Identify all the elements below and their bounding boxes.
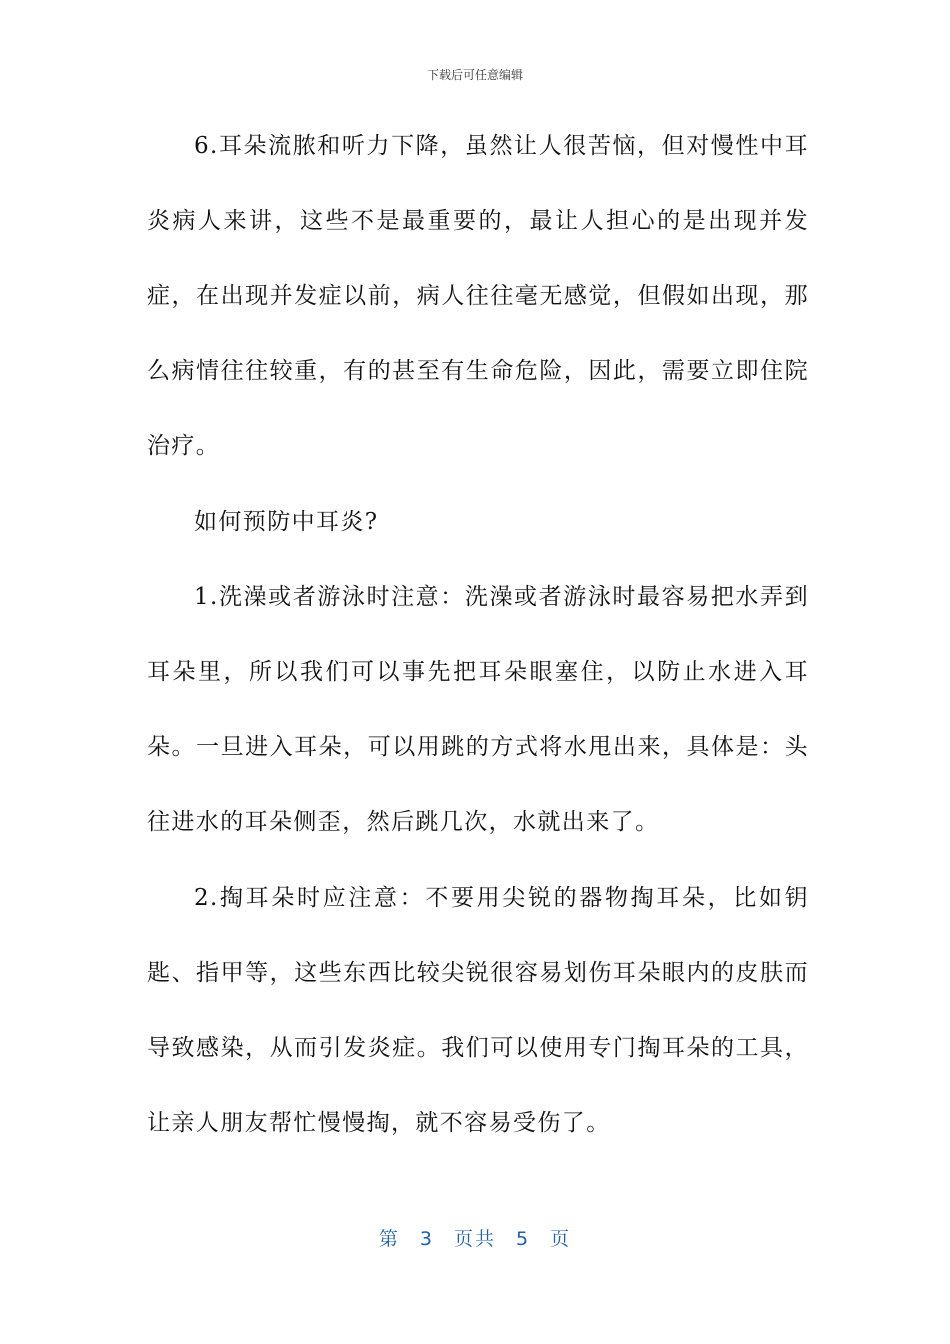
paragraph-complications: 6.耳朵流脓和听力下降，虽然让人很苦恼，但对慢性中耳炎病人来讲，这些不是最重要的，最让人担心的是出现并发症，在出现并发症以前，病人往往毫无感觉，但假如出现，那么病情往往较重，有的甚至有生命危险，因此，需要立即住院治疗。: [147, 133, 809, 459]
paragraph-ear-cleaning: 2.掏耳朵时应注意：不要用尖锐的器物掏耳朵，比如钥匙、指甲等，这些东西比较尖锐很容易划伤耳朵眼内的皮肤而导致感染，从而引发炎症。我们可以使用专门掏耳朵的工具，让亲人朋友帮忙慢慢掏，就不容易受伤了。: [147, 885, 809, 1136]
paragraph-bathing-swimming: 1.洗澡或者游泳时注意：洗澡或者游泳时最容易把水弄到耳朵里，所以我们可以事先把耳朵眼塞住，以防止水进入耳朵。一旦进入耳朵，可以用跳的方式将水甩出来，具体是：头往进水的耳朵侧歪，然后跳几次，水就出来了。: [147, 584, 809, 835]
page-number-footer: 第 3 页共 5 页: [378, 1228, 572, 1250]
section-heading-prevention: 如何预防中耳炎?: [194, 509, 379, 535]
header-note: 下载后可任意编辑: [426, 68, 523, 82]
